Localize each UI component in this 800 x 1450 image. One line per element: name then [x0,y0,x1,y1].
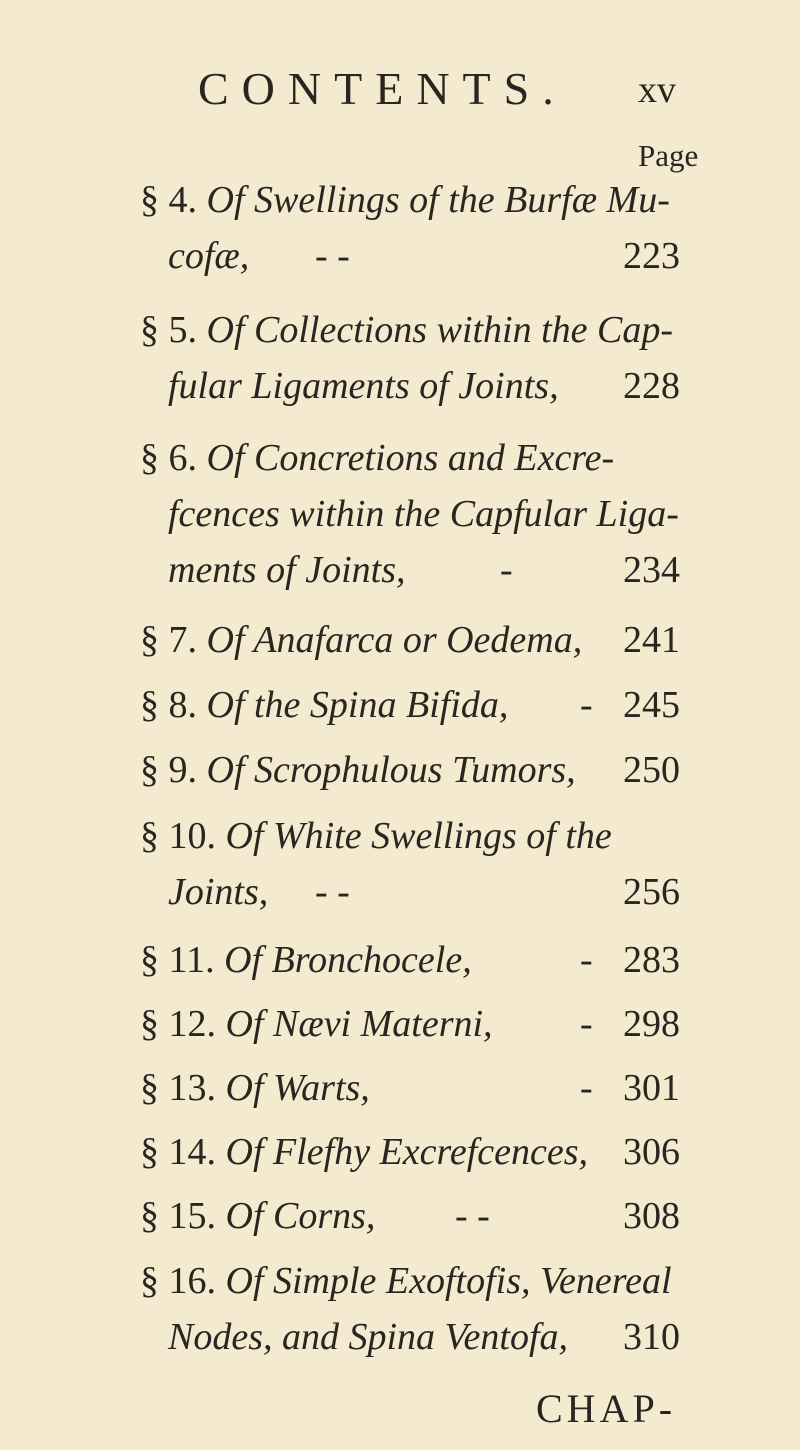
entry-title: Of Simple Exoftofis, Venereal [225,1260,672,1302]
page-number: 223 [623,235,680,277]
entry-title: Of Nævi Materni, [225,1003,493,1045]
catchword: CHAP- [536,1386,677,1431]
page-number: 298 [623,1003,680,1045]
toc-entry [140,172,700,284]
entry-title: Of White Swellings of the [225,815,612,857]
toc-entry [140,612,700,668]
toc-entry [140,1060,700,1116]
toc-entry [140,430,700,598]
toc-entry [140,1188,700,1244]
leader-dashes: - - [455,1195,490,1237]
entry-title: Of Flefhy Excrefcences, [225,1131,589,1173]
page-number: 308 [623,1195,680,1237]
section-number: § 10. [140,815,216,857]
leader-dashes: - - [315,871,350,913]
page-number: 234 [623,549,680,591]
section-number: § 16. [140,1260,216,1302]
page-number: 306 [623,1131,680,1173]
entry-title: ments of Joints, [168,549,406,591]
leader-dashes: - [580,939,593,981]
running-head: CONTENTS. [198,63,567,114]
entry-title: Of Swellings of the Burfæ Mu- [206,179,670,221]
toc-entry [140,1124,700,1180]
section-number: § 6. [140,437,197,479]
page-number: 301 [623,1067,680,1109]
section-number: § 13. [140,1067,216,1109]
toc-entry [140,742,700,798]
entry-title: Of Bronchocele, [224,939,472,981]
page-number: 241 [623,619,680,661]
section-number: § 14. [140,1131,216,1173]
section-number: § 7. [140,619,197,661]
entry-title: Of the Spina Bifida, [206,684,509,726]
leader-dashes: - [580,1067,593,1109]
toc-entry [140,677,700,733]
leader-dashes: - [580,1003,593,1045]
page-number: 310 [623,1316,680,1358]
entry-title: Joints, [168,871,269,913]
leader-dashes: - [580,684,593,726]
entry-title: Of Anafarca or Oedema, [206,619,583,661]
entry-title: Of Concretions and Excre- [206,437,615,479]
leader-dashes: - - [315,235,350,277]
section-number: § 11. [140,939,215,981]
toc-entry [140,302,700,414]
leader-dashes: - [500,549,513,591]
section-number: § 4. [140,179,197,221]
section-number: § 12. [140,1003,216,1045]
entry-title: Of Warts, [225,1067,370,1109]
toc-entry [140,1253,700,1365]
toc-entry [140,996,700,1052]
page-number: 283 [623,939,680,981]
page-number: 245 [623,684,680,726]
entry-title: Of Corns, [225,1195,376,1237]
page-number: 250 [623,749,680,791]
toc-entry [140,932,700,988]
section-number: § 5. [140,309,197,351]
toc-entry [140,808,700,920]
page-folio: xv [638,69,676,111]
entry-title: Of Scrophulous Tumors, [206,749,576,791]
section-number: § 15. [140,1195,216,1237]
section-number: § 8. [140,684,197,726]
entry-title: cofæ, [168,235,250,277]
page-number: 228 [623,365,680,407]
entry-title: Nodes, and Spina Ventofa, [168,1316,569,1358]
entry-title: fular Ligaments of Joints, [168,365,559,407]
entry-title: Of Collections within the Cap- [206,309,674,351]
page-column-label: Page [638,138,699,173]
page-number: 256 [623,871,680,913]
entry-title: fcences within the Capfular Liga- [168,493,679,535]
section-number: § 9. [140,749,197,791]
